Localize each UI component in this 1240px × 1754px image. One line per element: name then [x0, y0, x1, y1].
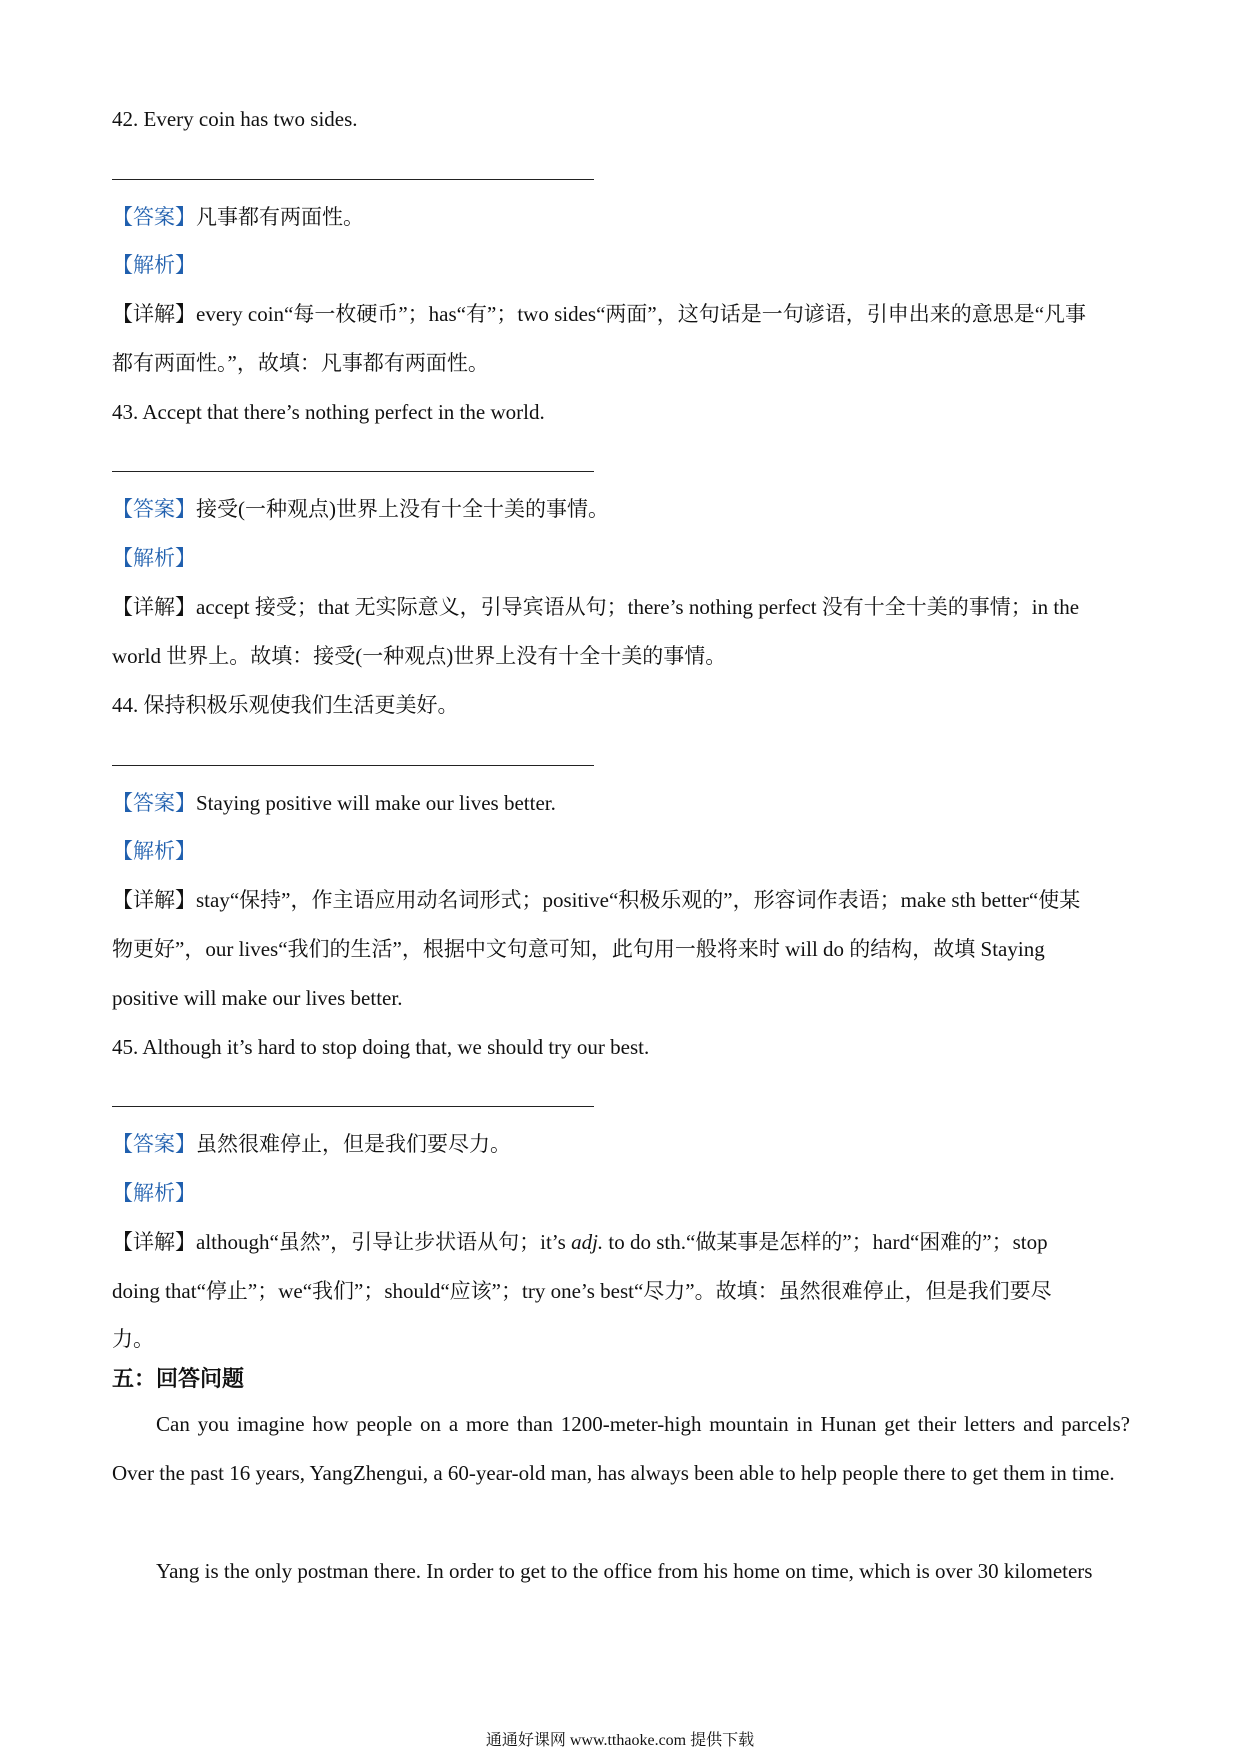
- detail-45-line1: [112, 1228, 1048, 1256]
- analysis-tag-43: 【解析】: [112, 546, 196, 570]
- answer-blank-45: [112, 1106, 594, 1107]
- answer-45: [112, 1130, 511, 1158]
- detail-43-line1: [112, 593, 1079, 621]
- detail-45-line3: 力。: [112, 1327, 154, 1351]
- passage-paragraph-2: Yang is the only postman there. In order to get to the office from his home on time, which is over 30 kilometers: [156, 1559, 1093, 1583]
- analysis-tag-44: 【解析】: [112, 839, 196, 863]
- answer-tag: 【答案】: [112, 1132, 196, 1156]
- detail-43-line2: world 世界上。故填：接受(一种观点)世界上没有十全十美的事情。: [112, 644, 727, 668]
- detail-tag: 【详解】: [112, 595, 196, 619]
- answer-43: [112, 495, 609, 523]
- answer-text: 凡事都有两面性。: [196, 205, 364, 229]
- answer-blank-44: [112, 765, 594, 766]
- detail-text: accept 接受；that 无实际意义，引导宾语从句；there’s nothing perfect 没有十全十美的事情；in the: [196, 595, 1080, 619]
- detail-44-line2: 物更好”，our lives“我们的生活”，根据中文句意可知，此句用一般将来时 will do 的结构，故填 Staying: [112, 937, 1045, 961]
- detail-text-a: although“虽然”，引导让步状语从句；it’s: [196, 1230, 572, 1254]
- answer-blank-43: [112, 471, 594, 472]
- answer-tag: 【答案】: [112, 205, 196, 229]
- detail-text-b: to do sth.“做某事是怎样的”；hard“困难的”；stop: [603, 1230, 1048, 1254]
- question-42: 42. Every coin has two sides.: [112, 107, 358, 131]
- detail-tag: 【详解】: [112, 888, 196, 912]
- question-44: 44. 保持积极乐观使我们生活更美好。: [112, 693, 459, 717]
- detail-text: stay“保持”，作主语应用动名词形式；positive“积极乐观的”，形容词作表语；make sth better“使某: [196, 888, 1081, 912]
- section-heading: 五：回答问题: [112, 1367, 245, 1392]
- detail-42-line2: 都有两面性。”，故填：凡事都有两面性。: [112, 351, 489, 375]
- detail-tag: 【详解】: [112, 302, 196, 326]
- analysis-tag-42: 【解析】: [112, 253, 196, 277]
- answer-42: [112, 203, 364, 231]
- answer-44: [112, 789, 556, 817]
- analysis-tag-45: 【解析】: [112, 1181, 196, 1205]
- detail-42-line1: [112, 300, 1086, 328]
- detail-text: every coin“每一枚硬币”；has“有”；two sides“两面”，这句话是一句谚语，引申出来的意思是“凡事: [196, 302, 1087, 326]
- question-43: 43. Accept that there’s nothing perfect in the world.: [112, 400, 545, 424]
- answer-tag: 【答案】: [112, 791, 196, 815]
- detail-tag: 【详解】: [112, 1230, 196, 1254]
- detail-adj: adj.: [571, 1230, 604, 1254]
- answer-text: 虽然很难停止，但是我们要尽力。: [196, 1132, 511, 1156]
- answer-text: 接受(一种观点)世界上没有十全十美的事情。: [196, 497, 609, 521]
- detail-44-line1: [112, 886, 1080, 914]
- detail-45-line2: doing that“停止”；we“我们”；should“应该”；try one’s best“尽力”。故填：虽然很难停止，但是我们要尽: [112, 1279, 1052, 1303]
- detail-44-line3: positive will make our lives better.: [112, 986, 403, 1010]
- answer-blank-42: [112, 179, 594, 180]
- question-45: 45. Although it’s hard to stop doing that, we should try our best.: [112, 1035, 650, 1059]
- page-footer: 通通好课网 www.tthaoke.com 提供下载: [485, 1732, 755, 1749]
- answer-tag: 【答案】: [112, 497, 196, 521]
- passage-paragraph-1: Can you imagine how people on a more than 1200-meter-high mountain in Hunan get their letters and parcels? Over the past 16 years, YangZhengui, a 60-year-old man, has always been able to help people there to get them in time.: [112, 1412, 1130, 1485]
- answer-text: Staying positive will make our lives better.: [196, 791, 556, 815]
